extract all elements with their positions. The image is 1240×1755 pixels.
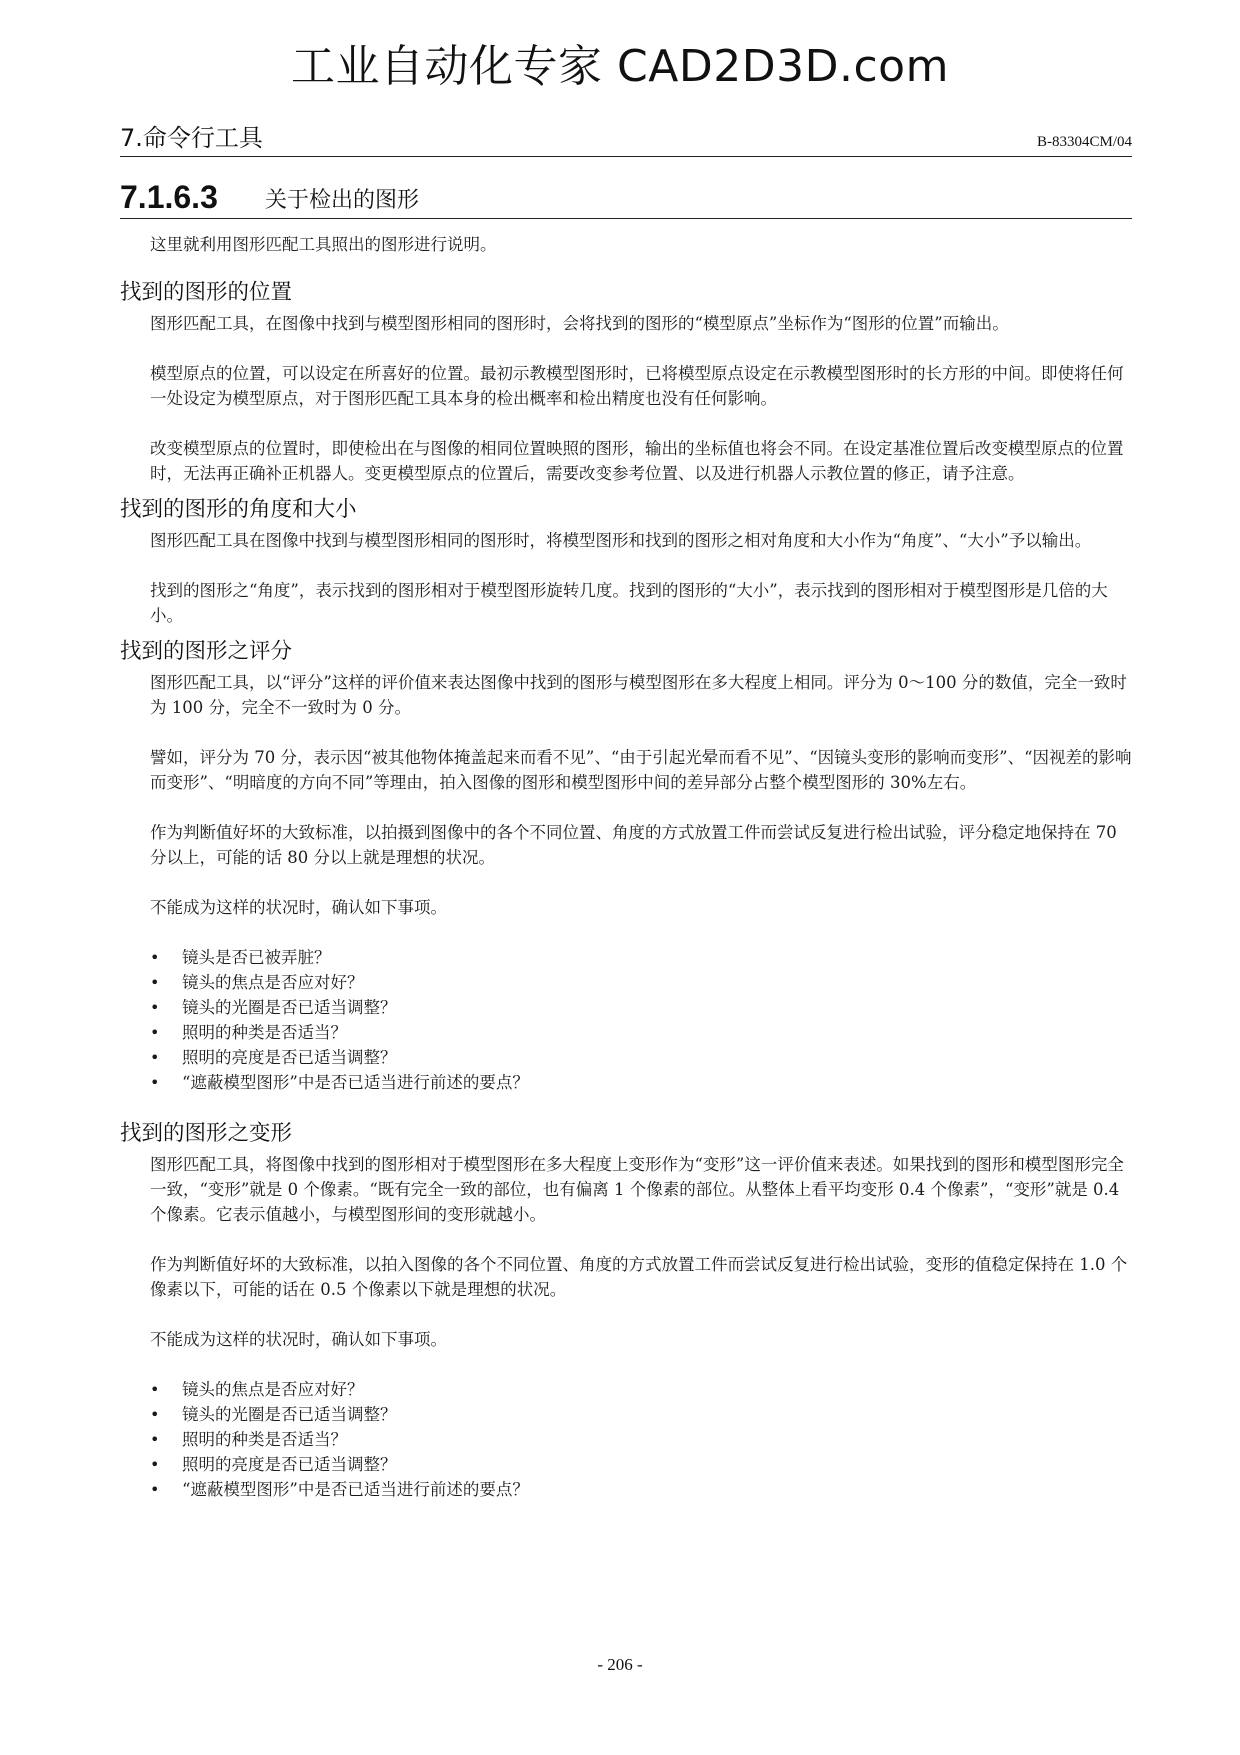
body-paragraph: 模型原点的位置，可以设定在所喜好的位置。最初示教模型图形时，已将模型原点设定在示教模型图形时的长方形的中间。即使将任何一处设定为模型原点，对于图形匹配工具本身的检出概率和检出精度也没有任何影响。 bbox=[150, 364, 1124, 408]
list-item: • 照明的种类是否适当？ bbox=[150, 1020, 1132, 1045]
subsection-title: 找到的图形之评分 bbox=[120, 639, 293, 664]
body-paragraph: 图形匹配工具，将图像中找到的图形相对于模型图形在多大程度上变形作为“变形”这一评价值来表述。如果找到的图形和模型图形完全一致，“变形”就是 0 个像素。“既有完全一致的部位，也有偏离 1 个像素的部位。从整体上看平均变形 0.4 个像素”，“变形”就是 0.4 个像素。它表示值越小，与模型图形间的变形就越小。 bbox=[150, 1155, 1124, 1224]
section-title: 关于检出的图形 bbox=[265, 188, 420, 213]
subsection-title: 找到的图形的角度和大小 bbox=[120, 497, 357, 522]
subsection-title: 找到的图形之变形 bbox=[120, 1121, 293, 1146]
list-item: • 照明的种类是否适当？ bbox=[150, 1427, 1132, 1452]
subsection-angle-size bbox=[120, 496, 1132, 628]
list-item: • 照明的亮度是否已适当调整？ bbox=[150, 1045, 1132, 1070]
subsection-score bbox=[120, 638, 1132, 1095]
body-paragraph: 作为判断值好坏的大致标准，以拍入图像的各个不同位置、角度的方式放置工件而尝试反复进行检出试验，变形的值稳定保持在 1.0 个像素以下，可能的话在 0.5 个像素以下就是理想的状况。 bbox=[150, 1255, 1128, 1299]
body-paragraph: 譬如，评分为 70 分，表示因“被其他物体掩盖起来而看不见”、“由于引起光晕而看不见”、“因镜头变形的影响而变形”、“因视差的影响而变形”、“明暗度的方向不同”等理由，拍入图像的图形和模型图形中间的差异部分占整个模型图形的 30%左右。 bbox=[150, 748, 1132, 792]
list-item: • 镜头的光圈是否已适当调整？ bbox=[150, 995, 1132, 1020]
chapter-label: 7.命令行工具 bbox=[120, 124, 263, 152]
section-number: 7.1.6.3 bbox=[120, 179, 218, 215]
list-item: • “遮蔽模型图形”中是否已适当进行前述的要点？ bbox=[150, 1477, 1132, 1502]
body-paragraph: 图形匹配工具，以“评分”这样的评价值来表达图像中找到的图形与模型图形在多大程度上相同。评分为 0～100 分的数值，完全一致时为 100 分，完全不一致时为 0 分。 bbox=[150, 673, 1127, 717]
list-item: • 照明的亮度是否已适当调整？ bbox=[150, 1452, 1132, 1477]
section-content bbox=[120, 232, 1132, 1502]
running-header bbox=[120, 122, 1132, 157]
document-code: B-83304CM/04 bbox=[1036, 134, 1132, 150]
page-number: - 206 - bbox=[597, 1655, 643, 1674]
site-banner: 工业自动化专家 CAD2D3D.com bbox=[291, 41, 949, 92]
body-paragraph: 作为判断值好坏的大致标准，以拍摄到图像中的各个不同位置、角度的方式放置工件而尝试反复进行检出试验，评分稳定地保持在 70 分以上，可能的话 80 分以上就是理想的状况。 bbox=[150, 823, 1117, 867]
checklist bbox=[150, 945, 1132, 1095]
list-item: • “遮蔽模型图形”中是否已适当进行前述的要点？ bbox=[150, 1070, 1132, 1095]
body-paragraph: 不能成为这样的状况时，确认如下事项。 bbox=[150, 898, 447, 917]
checklist bbox=[150, 1377, 1132, 1502]
body-paragraph: 不能成为这样的状况时，确认如下事项。 bbox=[150, 1330, 447, 1349]
body-paragraph: 图形匹配工具，在图像中找到与模型图形相同的图形时，会将找到的图形的“模型原点”坐标作为“图形的位置”而输出。 bbox=[150, 314, 1009, 333]
body-paragraph: 找到的图形之“角度”，表示找到的图形相对于模型图形旋转几度。找到的图形的“大小”，表示找到的图形相对于模型图形是几倍的大小。 bbox=[150, 581, 1108, 625]
subsection-position bbox=[120, 279, 1132, 486]
subsection-title: 找到的图形的位置 bbox=[120, 280, 293, 305]
list-item: • 镜头的光圈是否已适当调整？ bbox=[150, 1402, 1132, 1427]
list-item: • 镜头是否已被弄脏？ bbox=[150, 945, 1132, 970]
list-item: • 镜头的焦点是否应对好？ bbox=[150, 970, 1132, 995]
body-paragraph: 图形匹配工具在图像中找到与模型图形相同的图形时，将模型图形和找到的图形之相对角度和大小作为“角度”、“大小”予以输出。 bbox=[150, 531, 1092, 550]
list-item: • 镜头的焦点是否应对好？ bbox=[150, 1377, 1132, 1402]
intro-paragraph: 这里就利用图形匹配工具照出的图形进行说明。 bbox=[150, 235, 497, 254]
section-heading bbox=[120, 176, 1132, 219]
body-paragraph: 改变模型原点的位置时，即使检出在与图像的相同位置映照的图形，输出的坐标值也将会不同。在设定基准位置后改变模型原点的位置时，无法再正确补正机器人。变更模型原点的位置后，需要改变参考位置、以及进行机器人示教位置的修正，请予注意。 bbox=[150, 439, 1124, 483]
subsection-deformation bbox=[120, 1120, 1132, 1502]
